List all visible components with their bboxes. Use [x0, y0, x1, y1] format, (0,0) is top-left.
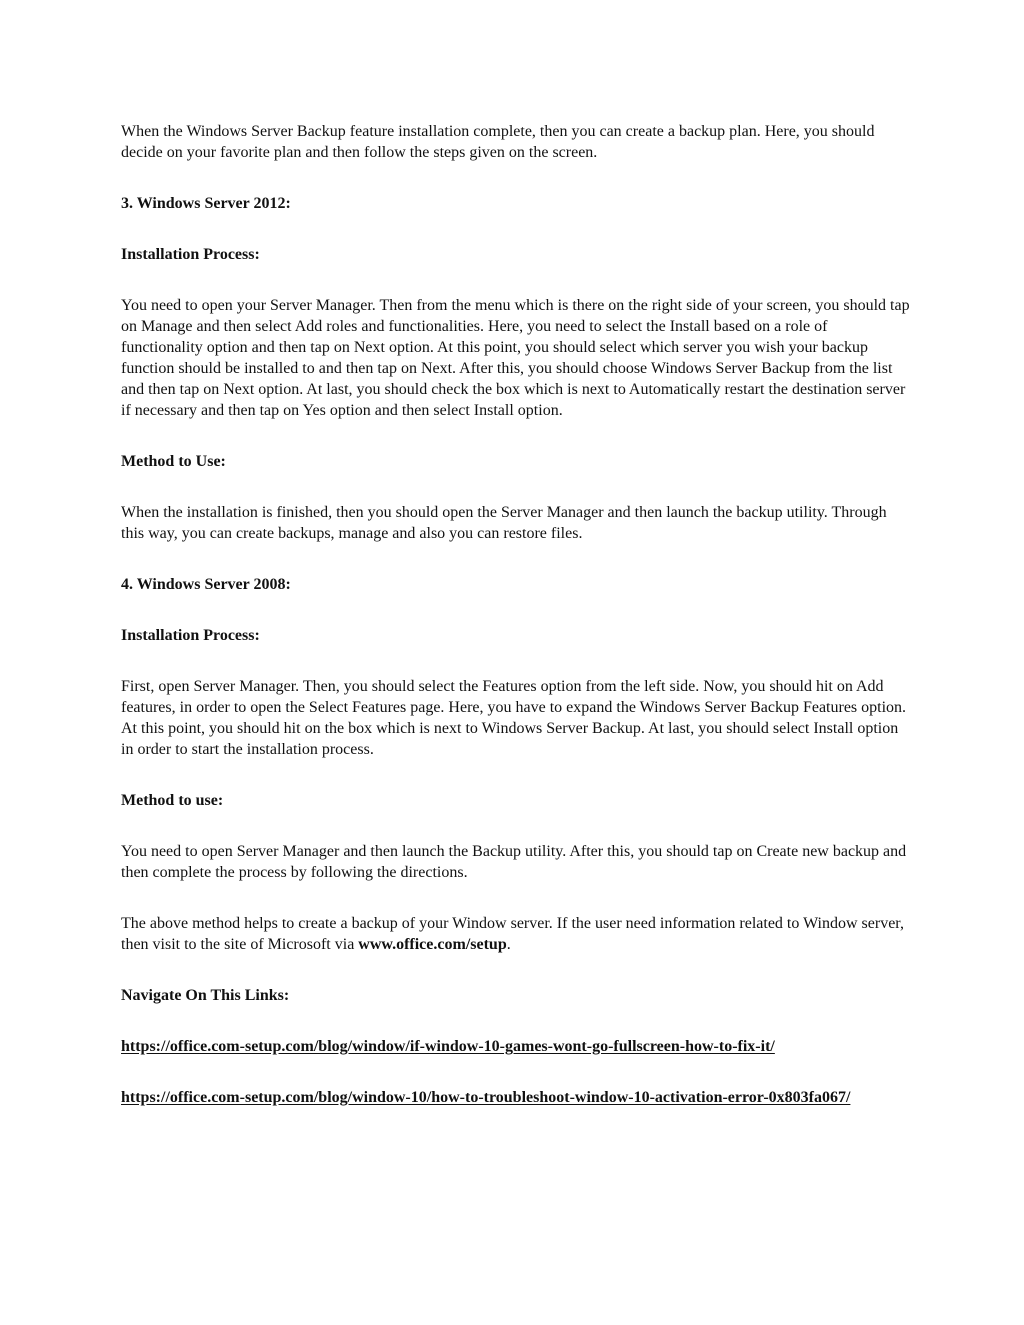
section-2008-install-heading: Installation Process: [121, 627, 260, 644]
section-2012-title: 3. Windows Server 2012: [121, 195, 291, 212]
intro-paragraph: When the Windows Server Backup feature installation complete, then you can create a backup plan. Here, you should decide on your favorite plan and then follow the steps given on the screen. [121, 123, 875, 161]
document-page [121, 121, 911, 1138]
section-2008-title: 4. Windows Server 2008: [121, 576, 291, 593]
link-item [121, 1036, 911, 1057]
closing-paragraph [121, 913, 911, 955]
section-2012-install-text: You need to open your Server Manager. Then from the menu which is there on the right side of your screen, you should tap on Manage and then select Add roles and functionalities. Here, you need to select the Install based on a role of functionality option and then tap on Next option. At this point, you should select which server you wish your backup function should be installed to and then tap on Next. After this, you should choose Windows Server Backup from the list and then tap on Next option. At last, you should check the box which is next to Automatically restart the destination server if necessary and then tap on Yes option and then select Install option. [121, 297, 910, 419]
links-heading: Navigate On This Links: [121, 987, 290, 1004]
section-2008-install-text: First, open Server Manager. Then, you should select the Features option from the left side. Now, you should hit on Add features, in order to open the Select Features page. Here, you have to expand the Windows Server Backup Features option. At this point, you should hit on the box which is next to Windows Server Backup. At last, you should select Install option in order to start the installation process. [121, 678, 907, 758]
closing-site-link[interactable]: www.office.com/setup [358, 936, 507, 953]
link-window-10-fullscreen[interactable]: https://office.com-setup.com/blog/window/if-window-10-games-wont-go-fullscreen-how-to-fix-it/ [121, 1038, 775, 1055]
closing-text-before: The above method helps to create a backup of your Window server. If the user need information related to Window server, then visit to the site of Microsoft via [121, 915, 904, 953]
closing-text-after: . [506, 936, 511, 953]
section-2012-method-heading: Method to Use: [121, 453, 226, 470]
section-2008-method-text: You need to open Server Manager and then launch the Backup utility. After this, you should tap on Create new backup and then complete the process by following the directions. [121, 843, 907, 881]
link-item [121, 1087, 911, 1108]
section-2008-method-heading: Method to use: [121, 792, 224, 809]
section-2012-method-text: When the installation is finished, then you should open the Server Manager and then launch the backup utility. Through this way, you can create backups, manage and also you can restore files. [121, 504, 887, 542]
link-window-10-activation-error[interactable]: https://office.com-setup.com/blog/window-10/how-to-troubleshoot-window-10-activation-error-0x803fa067/ [121, 1089, 851, 1106]
section-2012-install-heading: Installation Process: [121, 246, 260, 263]
